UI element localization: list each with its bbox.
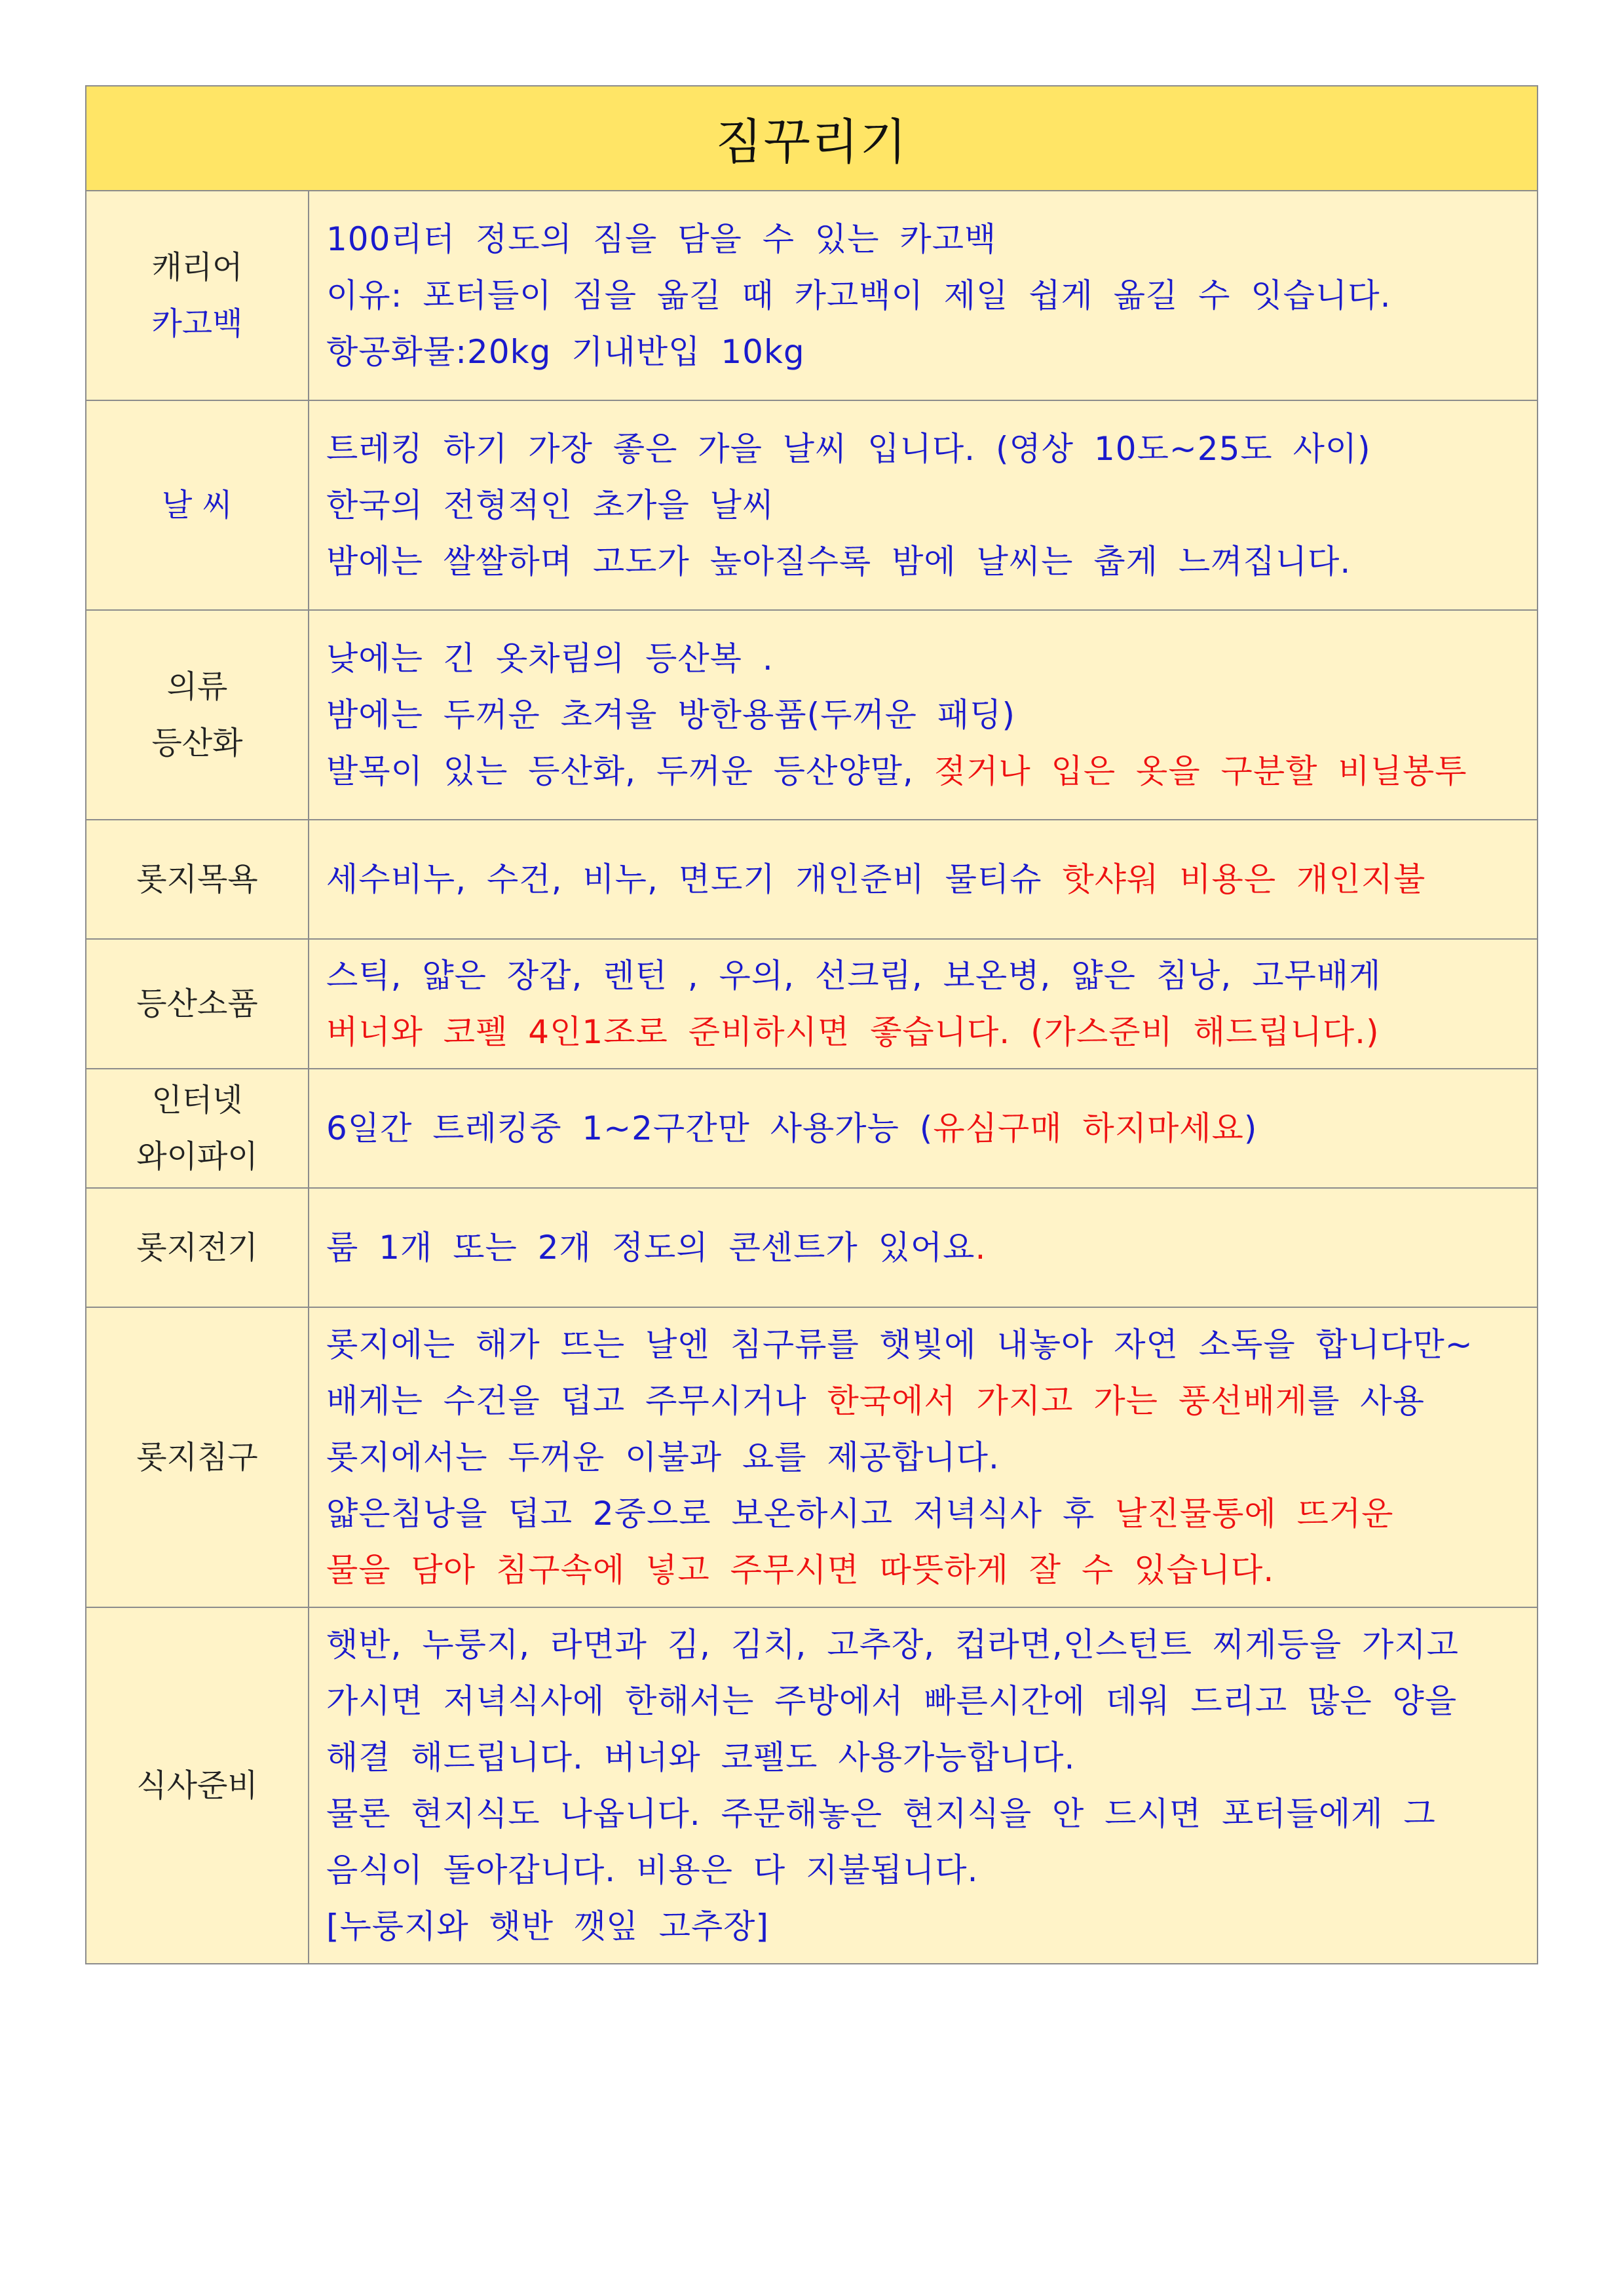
row-content xyxy=(309,1307,1538,1607)
label-line: 롯지전기 xyxy=(136,1229,258,1266)
text-segment: 롯지에는 해가 뜨는 날엔 침구류를 햇빛에 내놓아 자연 소독을 합니다만~ xyxy=(326,1326,1473,1364)
content-line xyxy=(326,947,1529,1004)
text-segment: 유심구매 하지마세요 xyxy=(933,1109,1244,1147)
content-line xyxy=(326,743,1529,799)
text-segment: 물을 담아 침구속에 넣고 주무시면 따뜻하게 잘 수 있습니다. xyxy=(326,1551,1275,1589)
row-content xyxy=(309,820,1538,939)
table-row xyxy=(86,610,1538,820)
row-content xyxy=(309,1188,1538,1307)
row-content xyxy=(309,400,1538,610)
text-segment: 트레킹 하기 가장 좋은 가을 날씨 입니다. (영상 10도~25도 사이) xyxy=(326,430,1371,468)
text-segment: 얇은침낭을 덥고 2중으로 보온하시고 저녁식사 후 xyxy=(326,1495,1116,1533)
text-segment: 배게는 수건을 덥고 주무시거나 xyxy=(326,1382,827,1420)
row-label xyxy=(86,400,309,610)
content-line xyxy=(326,477,1529,533)
content-line xyxy=(326,533,1529,590)
content-line xyxy=(326,1617,1529,1673)
row-label xyxy=(86,1307,309,1607)
content-line xyxy=(326,267,1529,324)
table-row xyxy=(86,820,1538,939)
content-line xyxy=(326,1898,1529,1955)
label-line: 등산소품 xyxy=(136,985,258,1022)
content-line xyxy=(326,1729,1529,1786)
text-segment: 룸 1개 또는 2개 정도의 콘센트가 있어요 xyxy=(326,1229,975,1267)
content-line xyxy=(326,1842,1529,1898)
content-line xyxy=(326,687,1529,743)
text-segment: 이유: 포터들이 짐을 옮길 때 카고백이 제일 쉽게 옮길 수 잇습니다. xyxy=(326,277,1391,315)
label-line: 등산화 xyxy=(151,725,243,761)
text-segment: . xyxy=(975,1229,987,1267)
label-line: 롯지침구 xyxy=(136,1439,258,1476)
content-line xyxy=(326,1373,1529,1429)
content-line xyxy=(326,851,1529,908)
content-line xyxy=(326,421,1529,477)
row-label xyxy=(86,1188,309,1307)
text-segment: 를 사용 xyxy=(1308,1382,1425,1420)
row-label xyxy=(86,610,309,820)
text-segment: 물론 현지식도 나옵니다. 주문해놓은 현지식을 안 드시면 포터들에게 그 xyxy=(326,1795,1436,1833)
text-segment: 100리터 정도의 짐을 담을 수 있는 카고백 xyxy=(326,220,997,258)
title-row xyxy=(86,86,1538,191)
table-row xyxy=(86,191,1538,400)
packing-list-table xyxy=(85,85,1538,1964)
text-segment: 가시면 저녁식사에 한해서는 주방에서 빠른시간에 데워 드리고 많은 양을 xyxy=(326,1682,1458,1720)
row-content xyxy=(309,610,1538,820)
text-segment: 밤에는 두꺼운 초겨울 방한용품(두꺼운 패딩) xyxy=(326,696,1015,734)
text-segment: 스틱, 얇은 장갑, 렌턴 , 우의, 선크림, 보온병, 얇은 침낭, 고무배게 xyxy=(326,957,1382,995)
text-segment: 음식이 돌아갑니다. 비용은 다 지불됩니다. xyxy=(326,1851,979,1889)
text-segment: 항공화물:20kg 기내반입 10kg xyxy=(326,333,805,371)
row-content xyxy=(309,1069,1538,1188)
row-label xyxy=(86,939,309,1069)
content-line xyxy=(326,1429,1529,1485)
text-segment: 핫샤워 비용은 개인지불 xyxy=(1062,860,1426,898)
table-row xyxy=(86,1069,1538,1188)
row-label xyxy=(86,1069,309,1188)
row-content xyxy=(309,939,1538,1069)
label-line: 식사준비 xyxy=(136,1767,258,1804)
row-label xyxy=(86,1607,309,1964)
text-segment: 6일간 트레킹중 1~2구간만 사용가능 ( xyxy=(326,1109,934,1147)
content-line xyxy=(326,1485,1529,1542)
label-line: 의류 xyxy=(166,668,228,705)
text-segment: 한국에서 가지고 가는 풍선배게 xyxy=(827,1382,1308,1420)
content-line xyxy=(326,1100,1529,1157)
label-line: 캐리어 xyxy=(151,249,243,286)
row-label xyxy=(86,191,309,400)
text-segment: 날진물통에 뜨거운 xyxy=(1115,1495,1394,1533)
text-segment: 한국의 전형적인 초가을 날씨 xyxy=(326,486,775,524)
table-row xyxy=(86,400,1538,610)
text-segment: 밤에는 쌀쌀하며 고도가 높아질수록 밤에 날씨는 춥게 느껴집니다. xyxy=(326,543,1351,581)
text-segment: ) xyxy=(1243,1109,1258,1147)
label-line: 카고백 xyxy=(151,305,243,342)
text-segment: 세수비누, 수건, 비누, 면도기 개인준비 물티슈 xyxy=(326,860,1063,898)
text-segment: 젖거나 입은 옷을 구분할 비닐봉투 xyxy=(934,752,1467,790)
table-row xyxy=(86,939,1538,1069)
content-line xyxy=(326,324,1529,380)
row-content xyxy=(309,1607,1538,1964)
table-row xyxy=(86,1307,1538,1607)
row-content xyxy=(309,191,1538,400)
content-line xyxy=(326,1673,1529,1729)
label-line: 와이파이 xyxy=(136,1138,258,1175)
row-label xyxy=(86,820,309,939)
table-row xyxy=(86,1188,1538,1307)
content-line xyxy=(326,630,1529,687)
text-segment: [누룽지와 햇반 깻잎 고추장] xyxy=(326,1907,769,1945)
content-line xyxy=(326,1219,1529,1276)
label-line: 롯지목욕 xyxy=(136,861,258,898)
text-segment: 햇반, 누룽지, 라면과 김, 김치, 고추장, 컵라면,인스턴트 찌게등을 가지고 xyxy=(326,1626,1459,1664)
text-segment: 버너와 코펠 4인1조로 준비하시면 좋습니다. (가스준비 해드립니다.) xyxy=(326,1013,1380,1051)
content-line xyxy=(326,1004,1529,1060)
content-line xyxy=(326,1786,1529,1842)
label-line: 날 씨 xyxy=(162,487,233,524)
text-segment: 롯지에서는 두꺼운 이불과 요를 제공합니다. xyxy=(326,1438,1000,1476)
content-line xyxy=(326,1316,1529,1373)
text-segment: 발목이 있는 등산화, 두꺼운 등산양말, xyxy=(326,752,934,790)
content-line xyxy=(326,211,1529,267)
table-row xyxy=(86,1607,1538,1964)
text-segment: 낮에는 긴 옷차림의 등산복 . xyxy=(326,640,774,678)
text-segment: 해결 해드립니다. 버너와 코펠도 사용가능합니다. xyxy=(326,1738,1076,1776)
content-line xyxy=(326,1542,1529,1598)
label-line: 인터넷 xyxy=(151,1082,243,1119)
document-title: 짐꾸리기 xyxy=(86,86,1538,191)
